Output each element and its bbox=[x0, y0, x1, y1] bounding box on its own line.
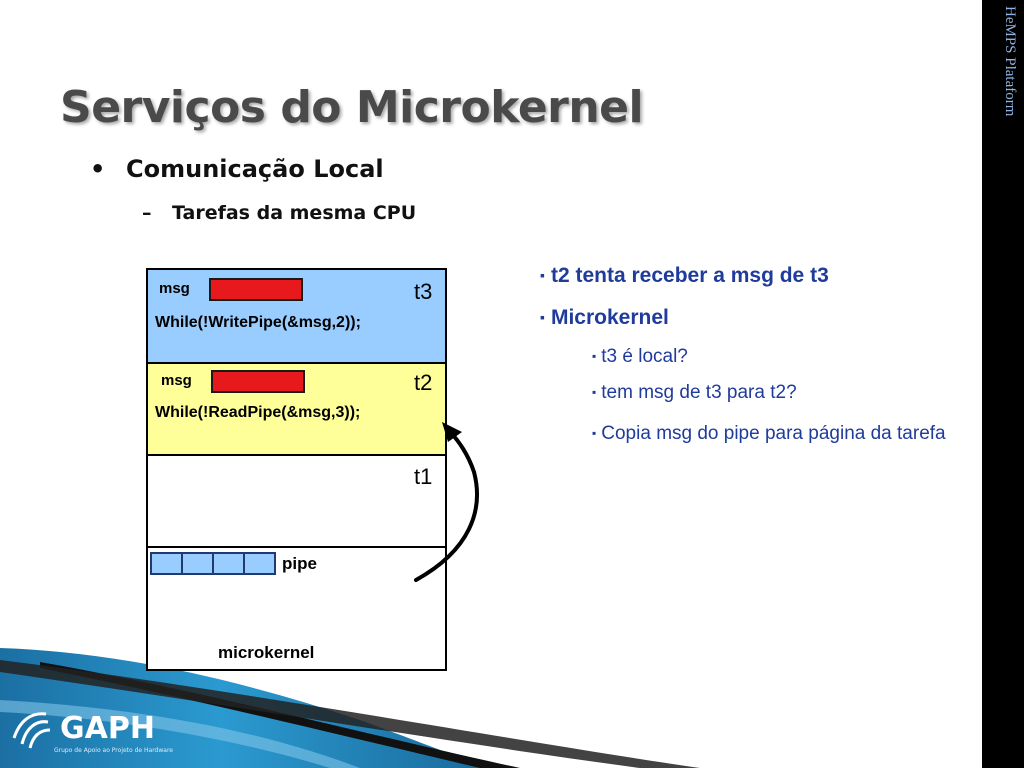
t3-code: While(!WritePipe(&msg,2)); bbox=[155, 314, 361, 331]
pipe-label: pipe bbox=[282, 554, 317, 573]
bullet-dash: – bbox=[142, 202, 152, 224]
pipe-cell bbox=[181, 552, 214, 575]
bullet-level2 bbox=[142, 202, 416, 224]
copy-arrow bbox=[400, 410, 520, 610]
t3-msg-label: msg bbox=[159, 280, 190, 297]
square-bullet: ▪ bbox=[592, 385, 597, 399]
copy-arrow-path bbox=[416, 432, 477, 580]
square-bullet: ▪ bbox=[540, 309, 545, 325]
gaph-logo-mark bbox=[6, 700, 206, 760]
pipe-cell bbox=[150, 552, 183, 575]
right-bullet-1-text: t2 tenta receber a msg de t3 bbox=[550, 264, 829, 287]
square-bullet: ▪ bbox=[540, 267, 545, 283]
page-title: Serviços do Microkernel bbox=[60, 82, 644, 133]
t2-msg-label: msg bbox=[161, 372, 192, 389]
pipe-cell bbox=[243, 552, 276, 575]
sub-bullet-2 bbox=[592, 382, 972, 404]
sub-bullet-2-text: tem msg de t3 para t2? bbox=[601, 382, 797, 403]
sub-bullet-3 bbox=[592, 420, 972, 447]
bullet-level2-text: Tarefas da mesma CPU bbox=[172, 202, 417, 224]
t2-label: t2 bbox=[414, 370, 433, 395]
right-bullet-1 bbox=[540, 264, 829, 288]
sub-bullet-3-text: Copia msg do pipe para página da tarefa bbox=[601, 423, 946, 444]
sub-bullet-1-text: t3 é local? bbox=[601, 346, 688, 367]
bullet-dot: • bbox=[90, 155, 106, 183]
t2-code: While(!ReadPipe(&msg,3)); bbox=[155, 404, 361, 421]
square-bullet: ▪ bbox=[592, 349, 597, 363]
pipe-buffer bbox=[150, 552, 274, 575]
t1-label: t1 bbox=[414, 464, 433, 489]
right-bullet-2 bbox=[540, 306, 669, 330]
microkernel-label: microkernel bbox=[218, 643, 315, 662]
t3-msg-buffer bbox=[209, 278, 303, 301]
gaph-logo-name: GAPH bbox=[60, 711, 155, 746]
copy-arrow-head bbox=[442, 422, 462, 442]
gaph-logo-subtitle: Grupo de Apoio ao Projeto de Hardware bbox=[54, 747, 173, 754]
bullet-level1 bbox=[90, 155, 384, 183]
task-t3-box bbox=[146, 268, 447, 364]
sub-bullet-1 bbox=[592, 346, 972, 368]
t2-msg-buffer bbox=[211, 370, 305, 393]
square-bullet: ▪ bbox=[592, 426, 597, 440]
pipe-cell bbox=[212, 552, 245, 575]
sidebar-text: HeMPS Plataform bbox=[1002, 6, 1018, 117]
right-bullet-2-text: Microkernel bbox=[550, 306, 669, 329]
bullet-level1-text: Comunicação Local bbox=[126, 155, 384, 183]
t3-label: t3 bbox=[414, 279, 433, 304]
